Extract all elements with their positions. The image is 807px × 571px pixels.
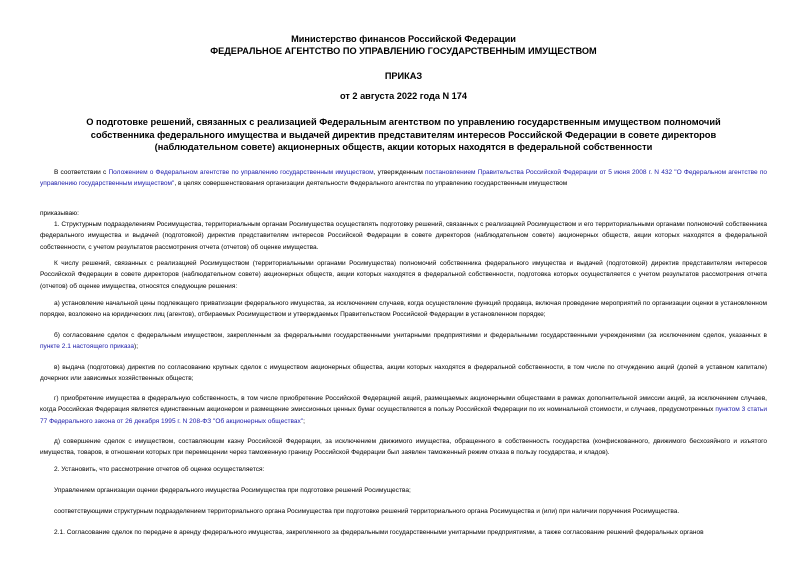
orders-word: приказываю: [40,210,79,217]
paragraph-2: 2. Установить, что рассмотрение отчетов об оценке осуществляется: [54,466,265,473]
regulation-link[interactable]: Положением о Федеральном агентстве по управлению государственным имуществом [108,169,374,176]
item-d: д) совершение сделок с имуществом, составляющим казну Российской Федерации, за исключением движимого имущества, обращенного в собственность государства (конфискованного, движимого бесхозяйного и изъятого имущества, товаров, в отношении которых при перемещении через таможенную границу Российской Федерации был заявлен таможенный режим отказа в пользу государства, и кладов). [40,438,767,457]
paragraph-2-1: 2.1. Согласование сделок по передаче в аренду федерального имущества, закрепленного за федеральными государственными унитарными предприятиями, а также согласование решений федеральных органов [54,529,704,536]
item-g [40,393,767,427]
item-a: а) установление начальной цены подлежащего приватизации федерального имущества, за исключением случаев, когда осуществление функций продавца, включая проведение мероприятий по организации оценки в установленном порядке, возложено на юридических лиц (агентов), отбираемых Росимуществом и утверждаемых Правительством Российской Федерации в установленном порядке; [40,300,767,319]
item-b-text-1: б) согласование сделок с федеральным имуществом, закрепленным за федеральными государственными унитарными предприятиями и федеральными государственными учреждениями (за исключением сделок, указанных в [54,332,767,339]
paragraph-decisions-list: К числу решений, связанных с реализацией Росимуществом (территориальными органами Росимущества) полномочий собственника федерального имущества и выдачей (подготовкой) директив представителям интересов Российской Федерации в совете директоров (наблюдательном совете) акционерных обществ, акции которых находятся в федеральной собственности, подготовка которых осуществляется с учетом результатов рассмотрения отчета (отчетов) об оценке имущества, относятся следующие решения: [40,260,767,290]
preamble [40,167,767,190]
ministry-name: Министерство финансов Российской Федерации [291,34,516,44]
item-v: в) выдача (подготовка) директив по согласованию крупных сделок с имуществом акционерных общества, акции которых находятся в федеральной собственности, в том числе по отчуждению акций (долей в уставном капитале) дочерних или зависимых хозяйственных обществ; [40,364,767,383]
preamble-text-2: , утвержденным [373,169,426,176]
item-b-text-2: ); [134,343,139,351]
item-b [40,330,767,353]
item-g-text-1: г) приобретение имущества в федеральную собственность, в том числе приобретение Российской Федерацией акций, размещаемых акционерными обществами в рамках дополнительной эмиссии акций, за исключением случаев, когда Российская Федерация является единственным акционером и размещение эмиссионных ценных бумаг осуществляется в пользу Российской Федерации по их номинальной стоимости, и случаев, предусмотренных [40,395,767,414]
paragraph-2-point-1: Управлением организации оценки федерального имущества Росимущества при подготовке решений Росимущества; [54,487,411,494]
document-title: О подготовке решений, связанных с реализацией Федеральным агентством по управлению государственным имуществом полномочий собственника федерального имущества и выдачей директив представителям интересов Российской Федерации в совете директоров (наблюдательном совете) акционерных обществ, акции которых находятся в федеральной собственности [86,117,721,152]
preamble-text-1: В соответствии с [54,169,109,176]
agency-name: ФЕДЕРАЛЬНОЕ АГЕНТСТВО ПО УПРАВЛЕНИЮ ГОСУДАРСТВЕННЫМ ИМУЩЕСТВОМ [210,46,597,56]
item-g-text-2: ; [303,417,305,425]
document-type: ПРИКАЗ [384,71,423,81]
paragraph-1: 1. Структурным подразделениям Росимущества, территориальным органам Росимущества осуществлять подготовку решений, связанных с реализацией Росимуществом и его территориальными органами полномочий собственника федерального имущества и выдачей (подготовкой) директив представителям интересов Российской Федерации в совете директоров (наблюдательном совете) акционерных обществ, акции которых находятся в федеральной собственности, с учетом результатов рассмотрения отчета (отчетов) об оценке имущества. [40,221,767,251]
federal-law-link[interactable]: пунктом 3 статьи 77 Федерального закона от 26 декабря 1995 г. N 208-ФЗ "Об акционерных обществах" [40,406,767,425]
preamble-text-3: , в целях совершенствования организации деятельности Федерального агентства по управлению государственным имуществом [174,180,568,188]
document-date-number: от 2 августа 2022 года N 174 [339,91,468,101]
clause-2-1-link[interactable]: пункте 2.1 настоящего приказа [40,343,135,351]
government-decree-link[interactable]: постановлением Правительства Российской Федерации от 5 июня 2008 г. N 432 "О Федеральном агентстве по управлению государственным имуществом" [40,169,768,188]
paragraph-2-point-2: соответствующими структурным подразделением территориального органа Росимущества при подготовке решений территориального органа Росимущества и (или) при наличии поручения Росимущества. [54,508,680,515]
